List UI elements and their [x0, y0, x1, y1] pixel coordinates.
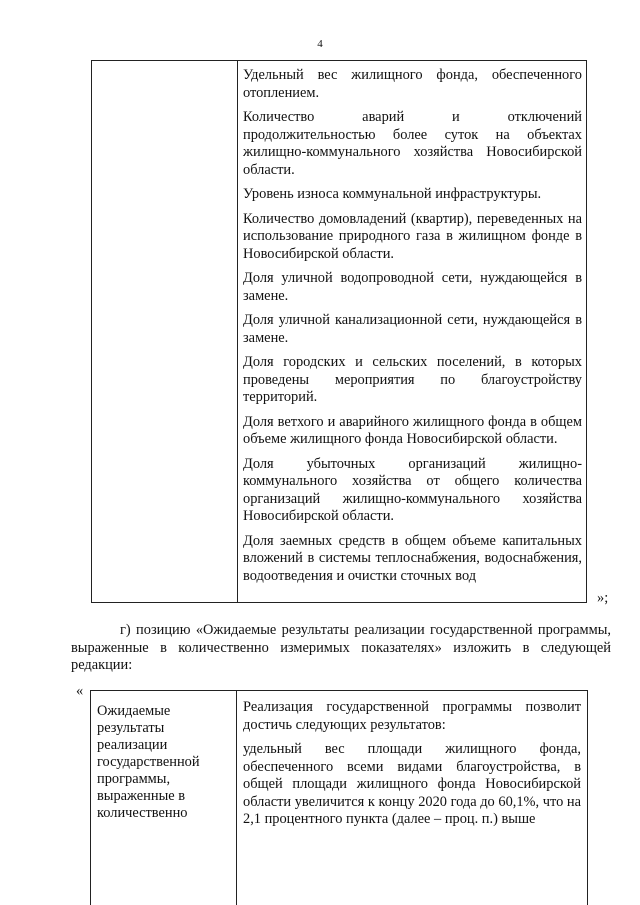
page-number: 4: [317, 38, 323, 50]
column-divider: [237, 61, 238, 602]
indicator-item: Количество аварий и отключений продолжительностью более суток на объектах жилищно-коммунального хозяйства Новосибирской области.: [243, 109, 582, 178]
row-label: Ожидаемые результаты реализации государственной программы, выраженные в количественно: [97, 703, 200, 821]
indicator-item: Уровень износа коммунальной инфраструктуры.: [243, 186, 542, 202]
indicator-item: Доля ветхого и аварийного жилищного фонда в общем объеме жилищного фонда Новосибирской области.: [243, 413, 582, 447]
instruction-paragraph: г) позицию «Ожидаемые результаты реализации государственной программы, выраженные в количественно измеримых показателях» изложить в следующей редакции:: [71, 622, 611, 673]
indicator-item: Количество домовладений (квартир), переведенных на использование природного газа в жилищном фонде в Новосибирской области.: [243, 210, 582, 262]
column-divider: [236, 691, 237, 905]
indicator-item: Доля городских и сельских поселений, в которых проведены мероприятия по благоустройству территорий.: [243, 354, 582, 405]
indicator-item: Доля убыточных организаций жилищно-коммунального хозяйства от общего количества организаций жилищно-коммунального хозяйства Новосибирской области.: [243, 455, 582, 524]
indicator-item: Доля уличной канализационной сети, нуждающейся в замене.: [243, 312, 582, 346]
result-paragraph: Реализация государственной программы позволит достичь следующих результатов:: [243, 699, 581, 733]
indicators-cell: [243, 67, 582, 592]
indicator-item: Доля заемных средств в общем объеме капитальных вложений в системы теплоснабжения, водоснабжения, водоотведения и очистки сточных вод: [243, 532, 582, 584]
row-value: [243, 699, 581, 836]
result-paragraph: удельный вес площади жилищного фонда, обеспеченного всеми видами благоустройства, в общей площади жилищного фонда Новосибирской области увеличится к концу 2020 года до 60,1%, что на 2,1 процентного пункта (далее – проц. п.) выше: [243, 741, 581, 827]
indicator-item: Удельный вес жилищного фонда, обеспеченного отоплением.: [243, 67, 582, 101]
opening-quote-mark: «: [76, 683, 84, 699]
indicator-item: Доля уличной водопроводной сети, нуждающейся в замене.: [243, 270, 582, 304]
indicators-table: [91, 60, 587, 603]
closing-quote-mark: »;: [597, 590, 609, 606]
expected-results-table: [90, 690, 588, 905]
